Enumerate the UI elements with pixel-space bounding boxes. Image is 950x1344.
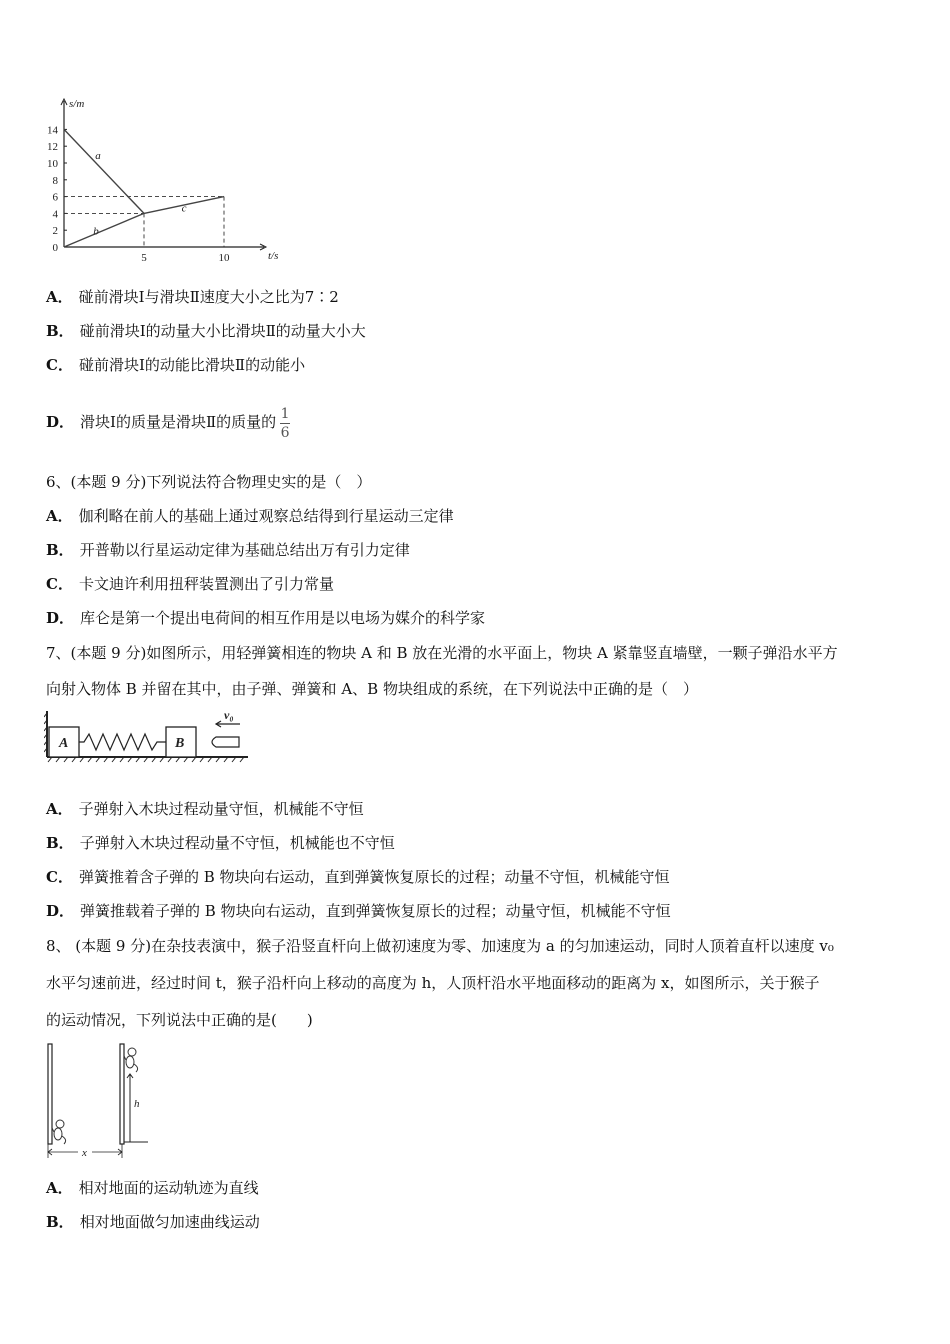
- option-text: 卡文迪许利用扭秤装置测出了引力常量: [78, 575, 334, 593]
- pole-final: [120, 1044, 124, 1144]
- option-text: 子弹射入木块过程动量守恒，机械能不守恒: [78, 800, 364, 818]
- option-text: 滑块Ⅰ的质量是滑块Ⅱ的质量的: [80, 413, 277, 431]
- y-tick-label: 4: [52, 208, 58, 221]
- option-text: 相对地面的运动轨迹为直线: [78, 1179, 259, 1197]
- option-letter: B．: [46, 1213, 74, 1231]
- y-tick-label: 8: [52, 174, 58, 187]
- monkey-pole-diagram: [40, 1040, 160, 1162]
- option-letter: C．: [46, 868, 73, 886]
- option-letter: A．: [46, 800, 73, 818]
- option-letter: B．: [46, 834, 74, 852]
- y-tick-label: 14: [47, 124, 58, 137]
- series-b-line: [64, 213, 144, 247]
- option-text: 弹簧推着含子弹的 B 物块向右运动，直到弹簧恢复原长的过程；动量不守恒，机械能守恒: [78, 868, 670, 886]
- option-text: 相对地面做匀加速曲线运动: [79, 1213, 260, 1231]
- block-a-label: A: [59, 736, 69, 751]
- y-axis-label: s/m: [69, 98, 85, 110]
- fraction-numerator: 1: [280, 405, 290, 422]
- option-letter: D．: [46, 902, 75, 920]
- option-letter: D．: [46, 413, 75, 431]
- x-label: x: [82, 1147, 87, 1159]
- y-tick-label: 0: [52, 242, 58, 254]
- option-letter: A．: [46, 507, 73, 525]
- option-text: 弹簧推载着子弹的 B 物块向右运动，直到弹簧恢复原长的过程；动量守恒，机械能不守恒: [80, 902, 671, 920]
- q7-question-line2: 向射入物体 B 并留在其中，由子弹、弹簧和 A、B 物块组成的系统，在下列说法中正确的是（ ）: [46, 680, 698, 698]
- q5-chart: [40, 95, 280, 270]
- q6-option-a: [46, 506, 454, 526]
- option-text: 碰前滑块Ⅰ的动能比滑块Ⅱ的动能小: [78, 356, 306, 374]
- x-axis-label: t/s: [268, 250, 279, 262]
- y-tick-label: 6: [52, 191, 58, 204]
- x-tick-label: 5: [141, 252, 147, 264]
- option-text: 库仑是第一个提出电荷间的相互作用是以电场为媒介的科学家: [80, 609, 486, 627]
- q5-option-c: [46, 355, 305, 375]
- y-tick-label: 2: [52, 225, 58, 238]
- q8-question-line3: 的运动情况，下列说法中正确的是( ): [46, 1011, 313, 1029]
- series-c-label: c: [181, 202, 187, 215]
- series-b-label: b: [93, 225, 99, 238]
- bullet: [212, 737, 239, 747]
- fraction: [280, 406, 290, 441]
- q7-option-b: [46, 833, 395, 853]
- y-tick-label: 12: [47, 141, 58, 154]
- q7-question-line1: 7、(本题 9 分)如图所示，用轻弹簧相连的物块 A 和 B 放在光滑的水平面上，物块 A 紧靠竖直墙壁，一颗子弹沿水平方: [46, 644, 838, 662]
- q8-question-line2: 水平匀速前进，经过时间 t，猴子沿杆向上移动的高度为 h，人顶杆沿水平地面移动的距离为 x，如图所示，关于猴子: [46, 974, 820, 992]
- option-letter: B．: [46, 541, 74, 559]
- option-text: 碰前滑块Ⅰ与滑块Ⅱ速度大小之比为7∶2: [78, 288, 339, 306]
- option-text: 子弹射入木块过程动量不守恒，机械能也不守恒: [79, 834, 395, 852]
- v0-label: v₀: [224, 708, 234, 722]
- q8-figure: [40, 1040, 160, 1162]
- q8-option-a: [46, 1178, 259, 1198]
- option-letter: C．: [46, 356, 73, 374]
- option-text: 开普勒以行星运动定律为基础总结出万有引力定律: [79, 541, 410, 559]
- series-a-line: [64, 129, 144, 213]
- h-label: h: [134, 1098, 140, 1110]
- q5-option-b: [46, 321, 366, 341]
- q6-option-d: [46, 608, 485, 628]
- y-tick-label: 10: [47, 158, 58, 170]
- option-text: 伽利略在前人的基础上通过观察总结得到行星运动三定律: [78, 507, 454, 525]
- option-text: 碰前滑块Ⅰ的动量大小比滑块Ⅱ的动量大小大: [79, 322, 366, 340]
- option-letter: D．: [46, 609, 75, 627]
- st-graph: [40, 95, 280, 270]
- q6-option-c: [46, 574, 334, 594]
- block-b-label: B: [175, 736, 185, 751]
- option-letter: B．: [46, 322, 74, 340]
- monkey-final: [124, 1048, 138, 1072]
- q7-option-a: [46, 799, 364, 819]
- spring-block-diagram: [44, 707, 254, 765]
- q8-question-line1: 8、 (本题 9 分)在杂技表演中，猴子沿竖直杆向上做初速度为零、加速度为 a 的匀加速运动，同时人顶着直杆以速度 v₀: [46, 937, 834, 955]
- monkey-initial: [52, 1120, 66, 1144]
- fraction-denominator: 6: [280, 424, 290, 441]
- q7-option-d: [46, 901, 671, 921]
- option-letter: A．: [46, 1179, 73, 1197]
- q8-option-b: [46, 1212, 260, 1232]
- series-a-label: a: [95, 149, 101, 162]
- q5-option-a: [46, 287, 339, 307]
- spring: [79, 734, 166, 750]
- option-letter: C．: [46, 575, 73, 593]
- q6-question: 6、(本题 9 分)下列说法符合物理史实的是（ ）: [46, 473, 372, 491]
- q7-figure: [44, 707, 254, 765]
- q6-option-b: [46, 540, 410, 560]
- pole-initial: [48, 1044, 52, 1144]
- x-tick-label: 10: [218, 252, 230, 264]
- q7-option-c: [46, 867, 670, 887]
- option-letter: A．: [46, 288, 73, 306]
- q5-option-d: [46, 396, 290, 448]
